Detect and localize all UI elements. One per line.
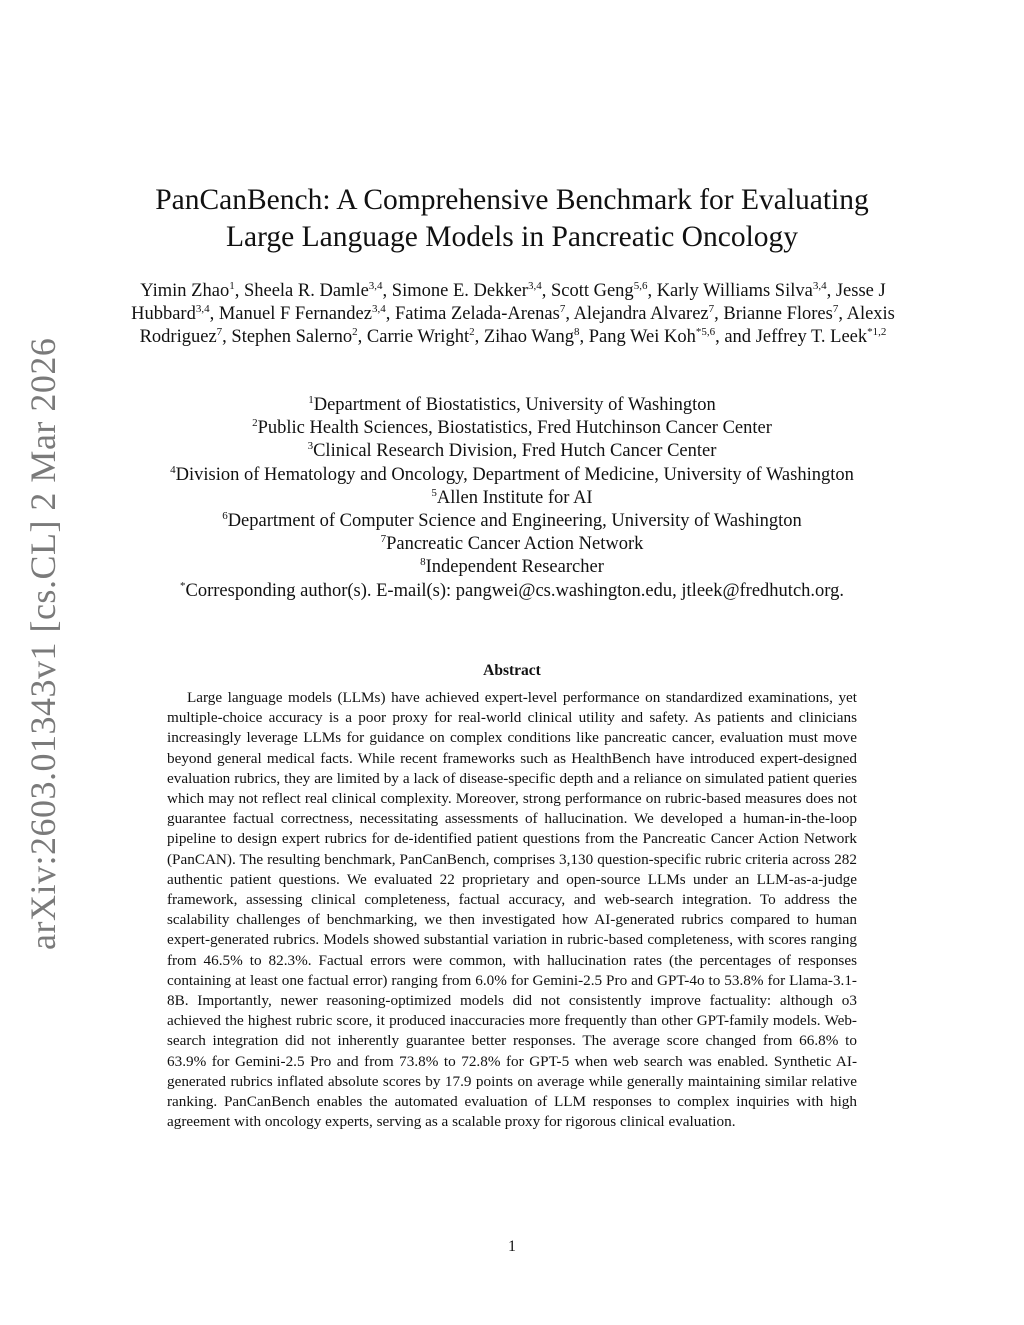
author-affiliation-marker: 7 [832,303,839,316]
author-affiliation-marker: 5,6 [633,280,648,292]
author-name: Jeffrey T. Leek [755,327,868,348]
author-affiliation-marker: 2 [352,326,358,339]
affiliation-marker: 3 [307,440,314,453]
affiliation-text: Department of Computer Science and Engineering, University of Washington [227,511,802,532]
author-name: Jesse J Hubbard [131,281,886,325]
author-affiliation-marker: 3,4 [527,280,542,292]
affiliation-text: Clinical Research Division, Fred Hutch Cancer Center [313,441,717,462]
abstract-text: Large language models (LLMs) have achieved expert-level performance on standardized examinations, yet multiple-choice accuracy is a poor proxy for real-world clinical utility and safety. As patients and clinicians increasingly leverage LLMs for guidance on complex conditions like pancreatic cancer, evaluation must move beyond general medical facts. While recent frameworks such as HealthBench have introduced expert-designed evaluation rubrics, they are limited by a lack of disease-specific depth and a reliance on simulated patient queries which may not reflect real clinical complexity. Moreover, strong performance on rubric-based measures does not guarantee factual correctness, necessitating assessments of hallucination. We developed a human-in-the-loop pipeline to design expert rubrics for de-identified patient questions from the Pancreatic Cancer Action Network (PanCAN). The resulting benchmark, PanCanBench, comprises 3,130 question-specific rubric criteria across 282 authentic patient questions. We evaluated 22 proprietary and open-source LLMs under an LLM-as-a-judge framework, assessing clinical completeness, factual accuracy, and web-search integration. To address the scalability challenges of benchmarking, we then investigated how AI-generated rubrics compared to human expert-generated rubrics. Models showed substantial variation in rubric-based completeness, with scores ranging from 46.5% to 82.3%. Factual errors were common, with hallucination rates (the percentages of responses containing at least one factual error) ranging from 6.0% for Gemini-2.5 Pro and GPT-4o to 53.8% for Llama-3.1-8B. Importantly, newer reasoning-optimized models did not consistently improve factuality: although o3 achieved the highest rubric score, it produced inaccuracies more frequently than other GPT-family models. Web-search integration did not inherently guarantee better responses. The average score changed from 66.8% to 63.9% for Gemini-2.5 Pro and from 73.8% to 72.8% for GPT-5 when web search was enabled. Synthetic AI-generated rubrics inflated absolute scores by 17.9 points on average while generally maintaining similar relative ranking. PanCanBench enables the automated evaluation of LLM responses to complex inquiries with high agreement with oncology experts, serving as a scalable proxy for rigorous clinical evaluation. [167,689,857,1131]
author-affiliation-marker: 7 [216,326,223,339]
author-affiliation-marker: 7 [559,303,566,316]
author [574,304,715,324]
affiliation-marker: 2 [252,417,258,430]
author-name: Pang Wei Koh [588,327,696,348]
affiliation-marker: 1 [308,394,314,406]
author-list: Yimin Zhao$^1$, Sheela R. Damle$^{3,4}$, Simone E. Dekker$^{3,4}$, Scott Geng$^{5,6}$, Karly Williams Silva$^{3,4}$, Jesse J Hubbard$^{3,4}$, Manuel F Fernandez$^{3,4}$, Fatima Zelada-Arenas$^7$, Alejandra Alvarez$^7$, Brianne Flores$^7$, Alexis Rodriguez$^7$, Stephen Salerno$^2$, Carrie Wright$^2$, Zihao Wang$^8$, Pang Wei Koh$^{*5,6}$, and Jeffrey T. Leek$^{*1,2}$ [131,280,895,348]
author [756,327,887,347]
author-affiliation-marker: 7 [708,303,715,316]
author-name: Brianne Flores [723,304,833,325]
author-name: Simone E. Dekker [391,281,528,301]
affiliation-text: Independent Researcher [425,557,604,578]
author-affiliation-marker: *5,6 [695,326,716,339]
author-name: Scott Geng [550,281,634,301]
author [657,281,827,301]
author-name: Karly Williams Silva [656,281,813,301]
author-name: Carrie Wright [366,327,470,348]
affiliation [100,417,924,440]
author-name: Fatima Zelada-Arenas [394,304,560,325]
affiliation [100,464,924,487]
paper-title [120,182,904,256]
affiliation [100,394,924,417]
author [244,281,383,301]
author-name: Stephen Salerno [231,327,353,348]
title-line-1: PanCanBench: A Comprehensive Benchmark for Evaluating [155,184,869,216]
abstract-heading: Abstract [483,662,541,679]
title-line-2: Large Language Models in Pancreatic Oncology [225,221,799,253]
author [395,304,565,324]
author-name: Sheela R. Damle [243,281,369,301]
author [723,304,838,324]
affiliation-text: Pancreatic Cancer Action Network [386,534,644,555]
affiliation [100,556,924,579]
affiliation [100,487,924,510]
author [219,304,386,324]
affiliation-text: Public Health Sciences, Biostatistics, Fred Hutchinson Cancer Center [257,418,772,439]
author-affiliation-marker: 3,4 [812,280,827,292]
affiliation-marker: 4 [170,463,176,476]
author-affiliation-marker: 2 [469,326,475,339]
author-name: Alejandra Alvarez [573,304,709,325]
author-name: Manuel F Fernandez [218,304,372,325]
author-name: Alexis Rodriguez [139,304,895,348]
author-affiliation-marker: 3,4 [195,303,210,316]
author-affiliation-marker: 1 [229,280,235,292]
affiliation-marker: 5 [431,486,437,499]
affiliation-text: Division of Hematology and Oncology, Department of Medicine, University of Washington [175,464,854,485]
affiliation-marker: 8 [420,556,426,569]
author [589,327,715,347]
author-affiliation-marker: 8 [573,326,580,339]
affiliation [100,510,924,533]
author-affiliation-marker: 3,4 [371,303,386,316]
affiliation-text: Allen Institute for AI [436,487,593,508]
author [231,327,357,347]
author [367,327,475,347]
affiliation-text: Corresponding author(s). E-mail(s): pangwei@cs.washington.edu, jtleek@fredhutch.org. [185,580,844,601]
author [140,281,234,301]
affiliation-marker: 6 [222,510,228,523]
affiliation-text: Department of Biostatistics, University of Washington [313,395,716,415]
affiliation-marker: 7 [380,533,387,546]
affiliation [100,533,924,556]
arxiv-identifier: arXiv:2603.01343v1 [cs.CL] 2 Mar 2026 [23,337,63,950]
author-affiliation-marker: *1,2 [867,326,887,339]
affiliation-list [100,394,924,603]
author-affiliation-marker: 3,4 [368,280,383,292]
affiliation [100,580,924,603]
affiliation-marker: * [180,579,186,592]
author [551,281,647,301]
page-number: 1 [508,1238,516,1255]
author [392,281,542,301]
affiliation [100,440,924,463]
author-name: Yimin Zhao [140,281,230,301]
author [484,327,580,347]
author-name: Zihao Wang [483,327,574,348]
